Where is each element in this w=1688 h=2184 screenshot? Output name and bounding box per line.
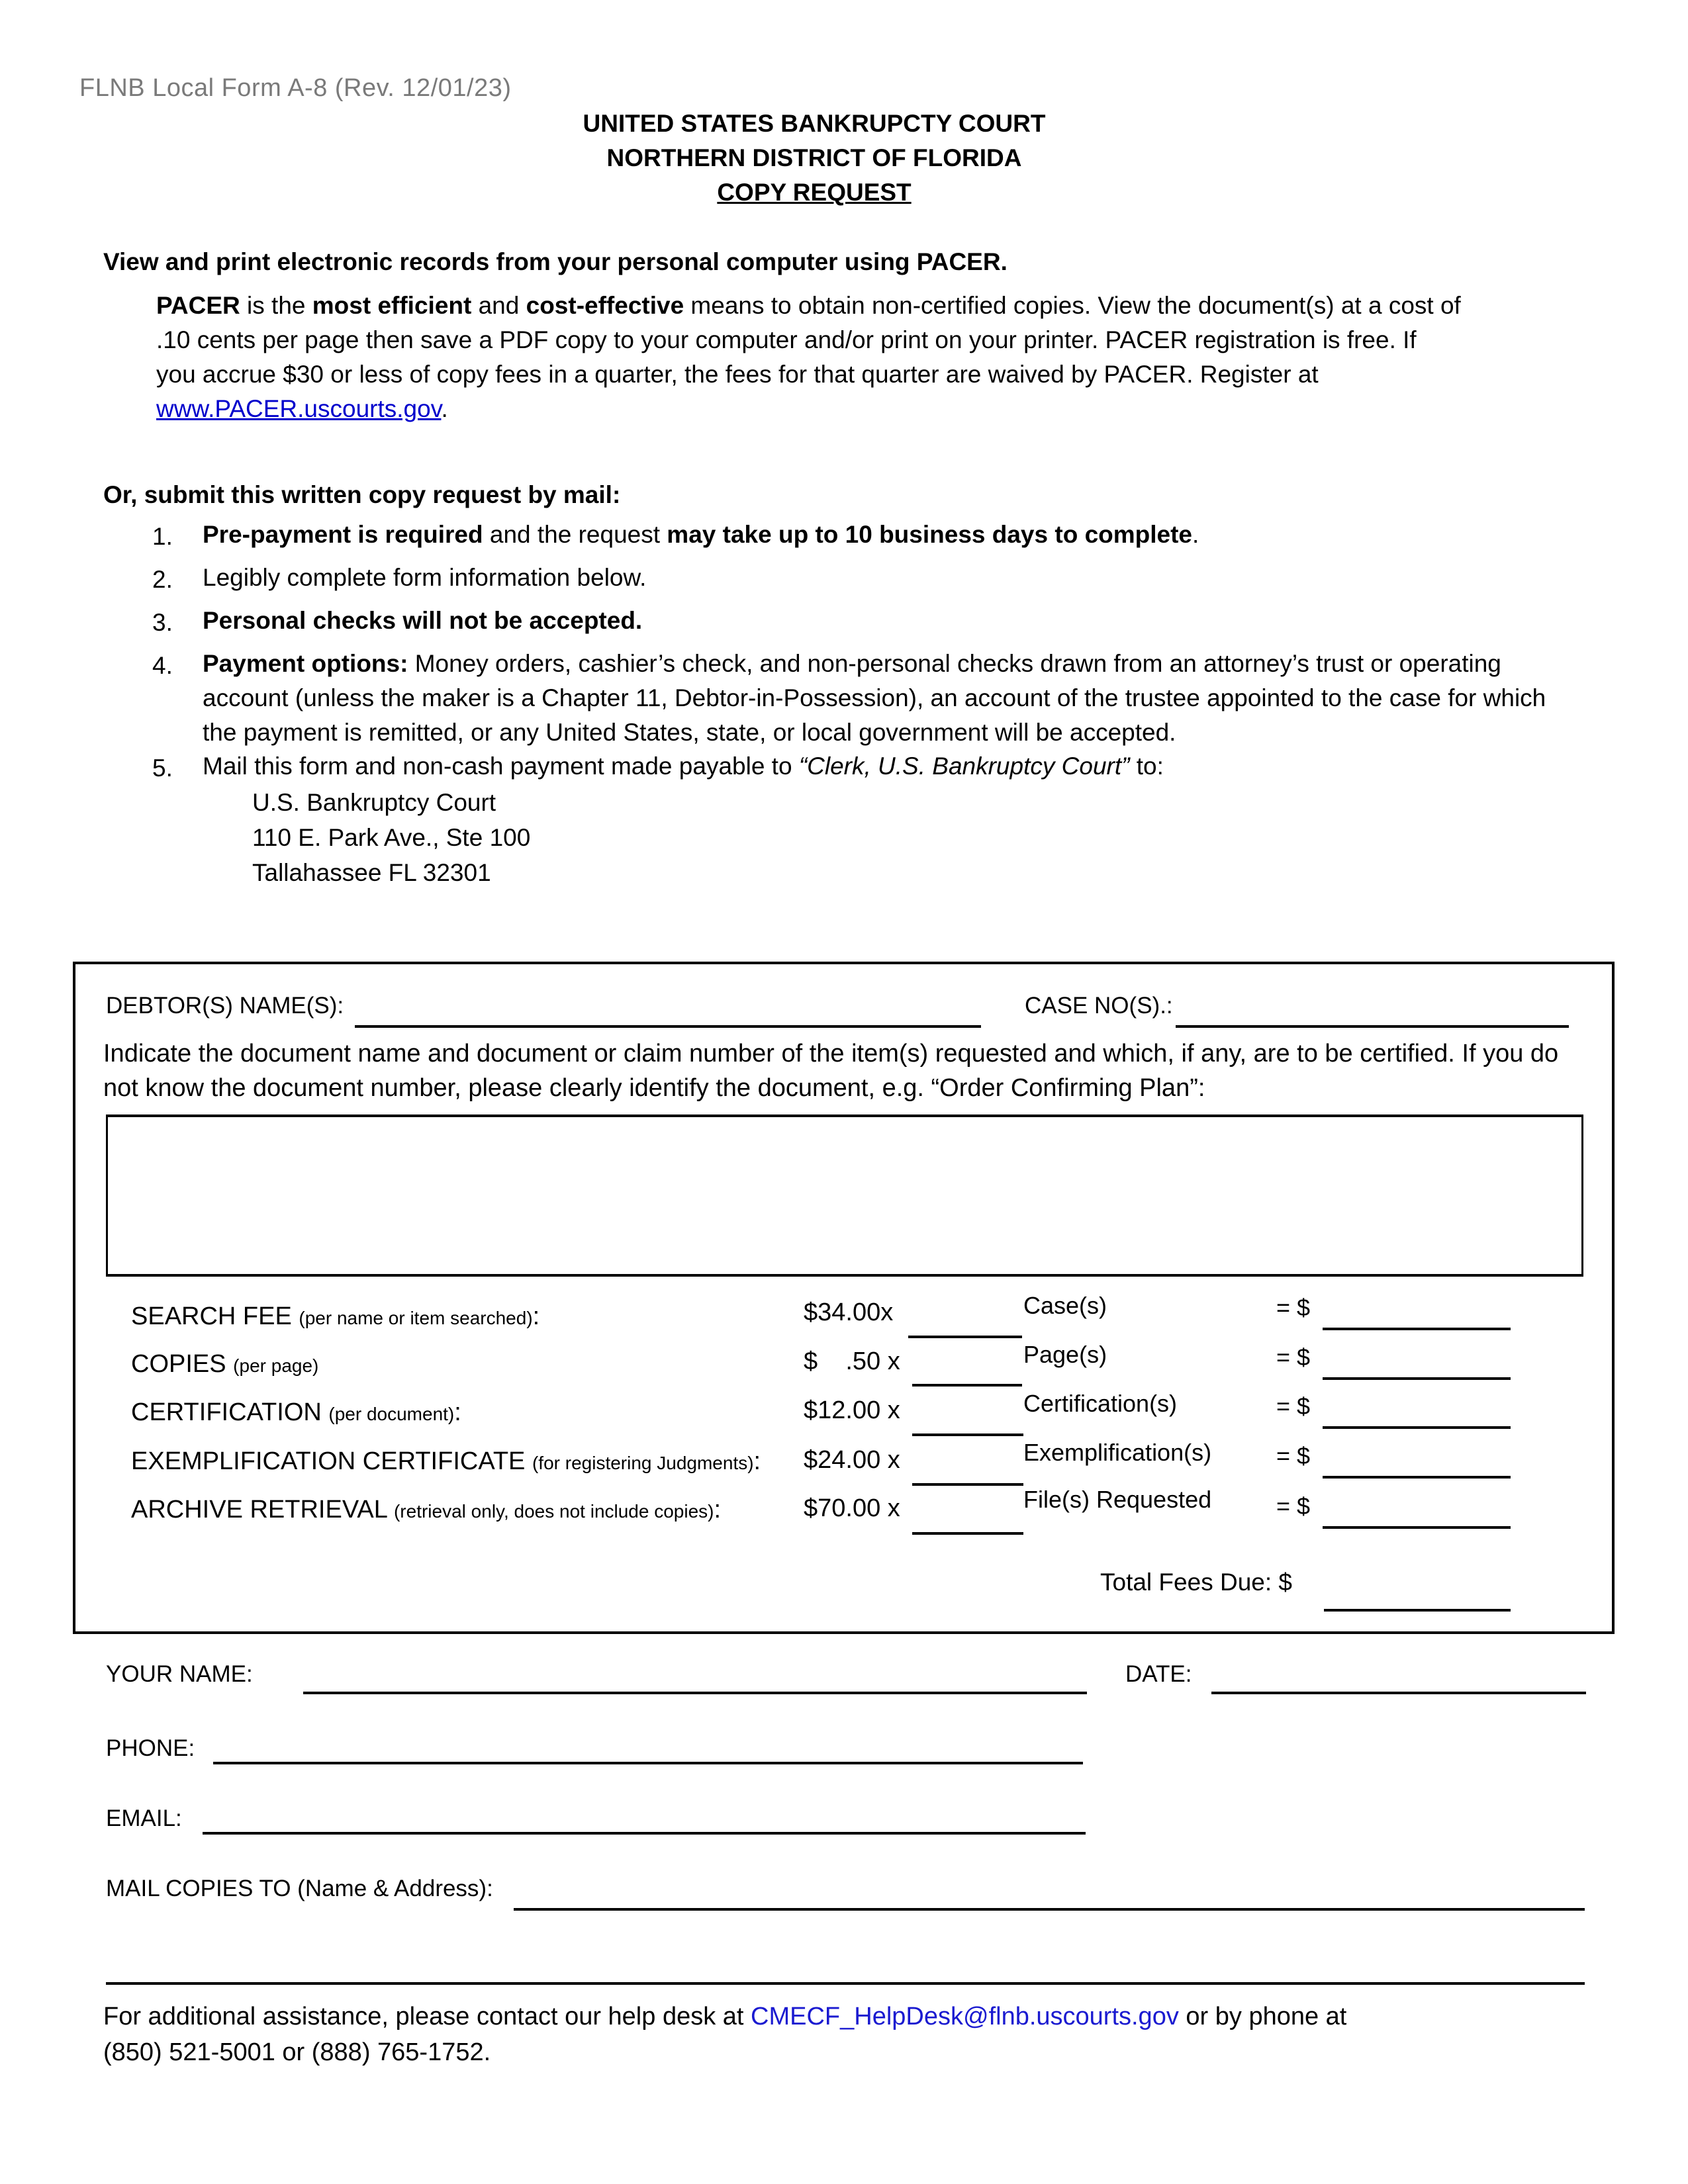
court-name: UNITED STATES BANKRUPCTY COURT [583,110,1046,137]
list-number: 4. [152,652,173,679]
your-name-label: YOUR NAME: [106,1661,253,1687]
document-instructions: Indicate the document name and document or claim number of the item(s) requested and which, if any, are to be certified. If you do not know the document number, please clearly identify the document, e.g. “Order Confirming Plan”: [103,1040,1559,1102]
fee-name: SEARCH FEE [131,1302,292,1330]
help-desk-phones: (850) 521-5001 or (888) 765-1752. [103,2038,491,2066]
text: Money orders, cashier’s check, and non-personal checks drawn from an attorney’s trust or operating account (unless the maker is a Chapter 11, Debtor-in-Possession), an account of the trustee appointed to the case for which the payment is remitted, or any United States, state, or local government will be accepted. [203,650,1546,746]
fee-unit: Case(s) [1023,1292,1107,1319]
mailing-address [252,785,530,890]
email-field[interactable] [203,1832,1086,1835]
quantity-field[interactable] [912,1483,1023,1486]
address-line: Tallahassee FL 32301 [252,859,491,886]
quantity-field[interactable] [912,1532,1023,1535]
email-label: EMAIL: [106,1805,182,1831]
date-field[interactable] [1211,1692,1586,1694]
text: means to obtain non-certified copies. View the document(s) at a cost of [684,292,1461,319]
mail-copies-field-line-2[interactable] [106,1982,1585,1985]
list-number: 5. [152,754,173,782]
emphasis: Payment options: [203,650,408,677]
fee-rate: $ .50 x [804,1347,900,1375]
text: . [441,395,448,422]
fee-unit: Page(s) [1023,1341,1107,1368]
equals-dollar: = $ [1276,1343,1311,1371]
total-fees-field[interactable] [1324,1609,1511,1612]
text: and the request [483,521,667,548]
total-fees-label: Total Fees Due: $ [1100,1569,1292,1596]
emphasis: Personal checks will not be accepted. [203,607,643,634]
fee-unit: Certification(s) [1023,1390,1178,1417]
fee-label [131,1496,721,1524]
date-label: DATE: [1125,1661,1192,1687]
fee-unit: Exemplification(s) [1023,1439,1212,1466]
emphasis: may take up to 10 business days to complete [667,521,1193,548]
help-desk-note [103,1999,1599,2070]
subtotal-field[interactable] [1323,1476,1511,1479]
subtotal-field[interactable] [1323,1526,1511,1529]
emphasis: most efficient [312,292,472,319]
address-line: U.S. Bankruptcy Court [252,789,496,816]
text: is the [240,292,312,319]
your-name-field[interactable] [303,1692,1087,1694]
fee-note: (per document) [328,1404,455,1424]
fee-note: (per name or item searched) [299,1308,533,1328]
quantity-field[interactable] [912,1384,1022,1387]
subtotal-field[interactable] [1323,1377,1511,1380]
text: : [714,1496,722,1524]
fee-name: CERTIFICATION [131,1398,322,1426]
document-description-field[interactable] [106,1115,1583,1277]
equals-dollar: = $ [1276,1492,1311,1520]
emphasis: Pre-payment is required [203,521,483,548]
phone-field[interactable] [213,1762,1083,1764]
text: : [753,1447,761,1475]
mail-heading: Or, submit this written copy request by mail: [103,481,621,508]
fee-rate: $34.00x [804,1298,894,1326]
pacer-line-3: you accrue $30 or less of copy fees in a quarter, the fees for that quarter are waived by PACER. Register at [156,361,1319,388]
quantity-field[interactable] [908,1336,1022,1338]
fee-rate: $24.00 x [804,1446,900,1474]
help-desk-email-link[interactable]: CMECF_HelpDesk@flnb.uscourts.gov [751,2003,1179,2030]
pacer-term: PACER [156,292,240,319]
text: or by phone at [1178,2003,1347,2030]
pacer-link[interactable]: www.PACER.uscourts.gov [156,395,442,422]
text: to: [1129,752,1164,780]
page-title: COPY REQUEST [717,179,912,206]
form-identifier: FLNB Local Form A-8 (Rev. 12/01/23) [79,74,512,102]
fee-label [131,1398,461,1427]
equals-dollar: = $ [1276,1442,1311,1469]
fee-rate: $70.00 x [804,1494,900,1522]
debtor-name-label: DEBTOR(S) NAME(S): [106,993,344,1019]
list-number: 1. [152,523,173,550]
quantity-field[interactable] [912,1433,1023,1436]
list-number: 2. [152,566,173,593]
fee-note: (per page) [233,1355,319,1376]
subtotal-field[interactable] [1323,1328,1511,1330]
case-number-field[interactable] [1176,1025,1569,1028]
pacer-line-2: .10 cents per page then save a PDF copy to your computer and/or print on your printer. PACER registration is free. If [156,326,1417,353]
text: Mail this form and non-cash payment made payable to [203,752,799,780]
subtotal-field[interactable] [1323,1426,1511,1429]
fee-note: (for registering Judgments) [532,1453,754,1473]
debtor-name-field[interactable] [355,1025,981,1028]
pacer-heading: View and print electronic records from your personal computer using PACER. [103,248,1008,275]
fee-name: EXEMPLIFICATION CERTIFICATE [131,1447,526,1475]
text: : [532,1302,540,1330]
equals-dollar: = $ [1276,1294,1311,1321]
fee-rate: $12.00 x [804,1396,900,1424]
text: : [454,1398,461,1426]
case-number-label: CASE NO(S).: [1025,993,1173,1019]
fee-name: COPIES [131,1350,226,1378]
address-line: 110 E. Park Ave., Ste 100 [252,824,531,851]
fee-label [131,1350,318,1379]
list-number: 3. [152,609,173,636]
mail-copies-field-line-1[interactable] [514,1908,1585,1911]
fee-unit: File(s) Requested [1023,1486,1212,1513]
text: For additional assistance, please contact our help desk at [103,2003,751,2030]
text: . [1192,521,1199,548]
fee-label [131,1447,761,1476]
fee-note: (retrieval only, does not include copies) [393,1501,714,1522]
payee: “Clerk, U.S. Bankruptcy Court” [798,752,1130,780]
pacer-paragraph [156,289,1613,426]
fee-name: ARCHIVE RETRIEVAL [131,1496,387,1524]
fee-label [131,1302,539,1331]
list-text: Legibly complete form information below. [203,564,647,591]
emphasis: cost-effective [526,292,684,319]
district-name: NORTHERN DISTRICT OF FLORIDA [606,144,1022,171]
phone-label: PHONE: [106,1735,195,1761]
equals-dollar: = $ [1276,1392,1311,1420]
text: and [471,292,526,319]
mail-copies-label: MAIL COPIES TO (Name & Address): [106,1876,493,1901]
